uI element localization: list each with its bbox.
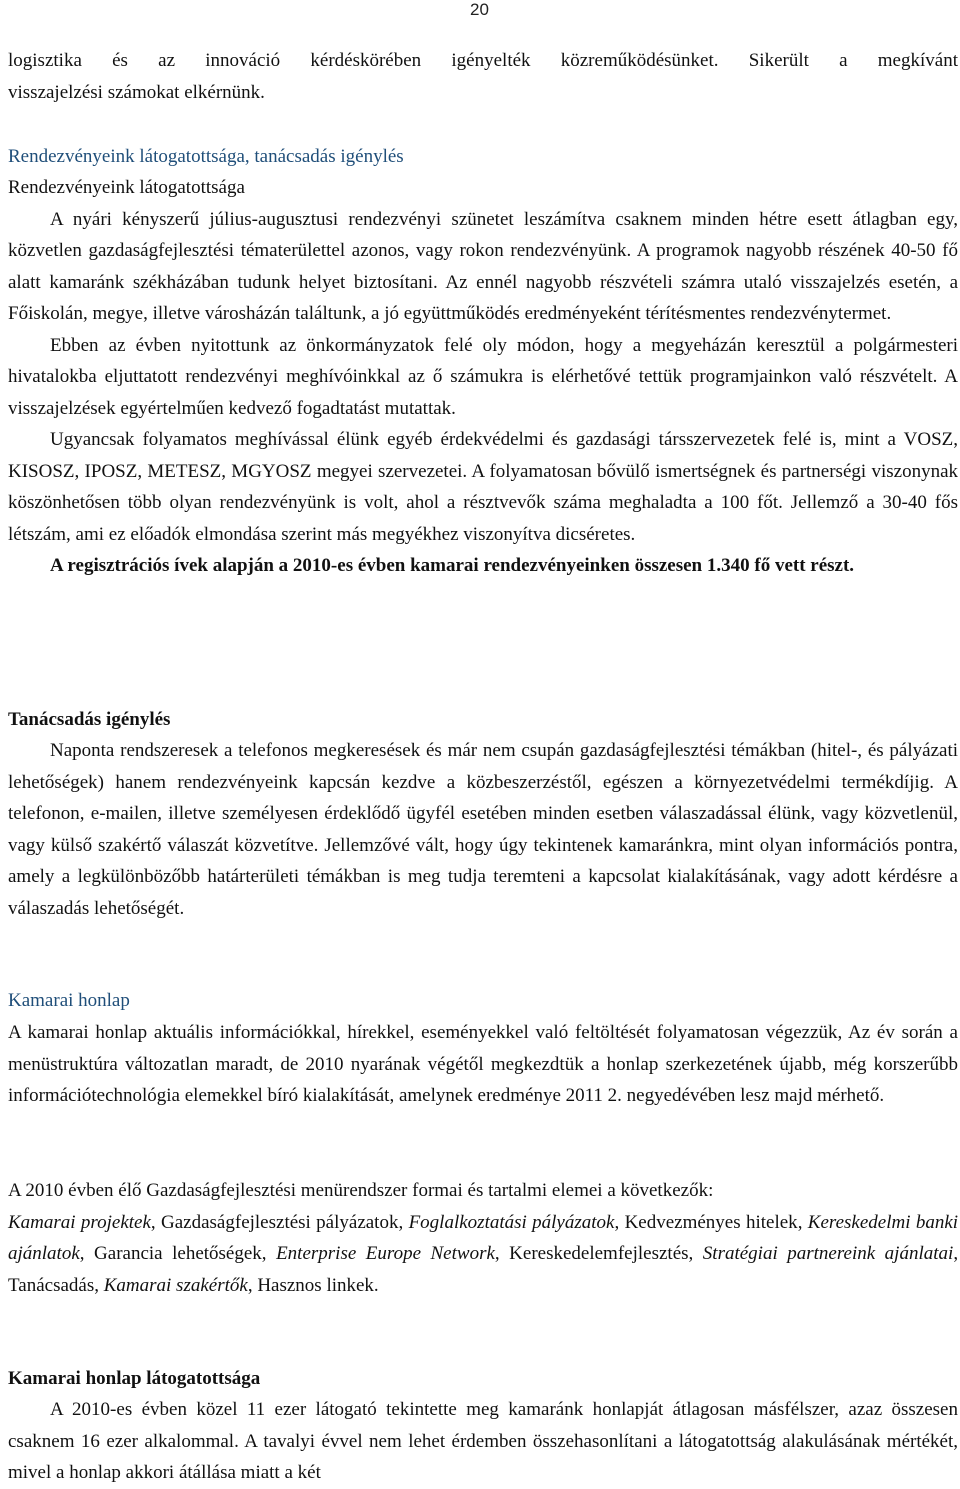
- website-traffic-paragraph: A 2010-es évben közel 11 ezer látogató tekintette meg kamaránk honlapját átlagosan másfélszer, azaz összesen csaknem 16 ezer alkalommal. A tavalyi évvel nem lehet érdemben összehasonlítani a látogatottság alakulásának mértékét, mivel a honlap akkori átállása miatt a két: [8, 1399, 958, 1483]
- website-menu-item: Kereskedelmi banki ajánlatok: [8, 1211, 959, 1264]
- website-menu-block: [8, 1175, 958, 1301]
- section-website-traffic-body: [8, 1394, 958, 1489]
- website-menu-item: Enterprise Europe Network: [276, 1243, 495, 1264]
- website-menu-item: Foglalkoztatási pályázatok: [408, 1211, 615, 1233]
- events-paragraph-3: Ugyancsak folyamatos meghívással élünk egyéb érdekvédelmi és gazdasági társszervezetek felé is, mint a VOSZ, KISOSZ, IPOSZ, METESZ, MGYOSZ megyei szervezetei. A folyamatosan bővülő ismertségnek és partnerségi viszonynak köszönhetősen több olyan rendezvényünk is volt, ahol a résztvevők száma meghaladta a 100 főt. Jellemző a 30-40 fős létszám, ami ez előadók elmondása szerint más megyékhez viszonyítva dicséretes.: [8, 429, 958, 545]
- consulting-paragraph: Naponta rendszeresek a telefonos megkeresések és már nem csupán gazdaságfejlesztési témákban (hitel-, és pályázati lehetőségek) hanem rendezvényeink kapcsán kezdve a közbeszerzéstől, egészen a környezetvédelmi termékdíjig. A telefonon, e-mailen, illetve személyesen érdeklődő ügyfél esetében minden esetben válaszadással élünk, vagy közvetlenül, vagy külső szakértő válaszát közvetítve. Jellemzővé vált, hogy úgy tekintenek kamaránkra, mint olyan információs pontra, amely a legkülönbözőbb határterületi témákban is meg tudja teremteni a kapcsolat kialakításának, vagy adott kérdésre a válaszadás lehetőségét.: [8, 740, 958, 919]
- section-heading-website: Kamarai honlap: [8, 990, 130, 1011]
- website-menu-item: Kamarai szakértők: [103, 1274, 248, 1296]
- website-menu-item: Garancia lehetőségek: [94, 1243, 262, 1264]
- section-heading-consulting: Tanácsadás igénylés: [8, 709, 171, 730]
- website-menu-item: Tanácsadás: [8, 1274, 95, 1296]
- events-paragraph-2: Ebben az évben nyitottunk az önkormányzatok felé oly módon, hogy a megyeházán keresztül a polgármesteri hivatalokba eljuttatott rendezvényi meghívóinkkal az ő számukra is elérhetővé tettük programjainkon való részvételt. A visszajelzések egyértelműen kedvező fogadtatást mutattak.: [8, 334, 958, 419]
- website-paragraph-1: A kamarai honlap aktuális információkkal, hírekkel, eseményekkel való feltöltését folyamatosan végezzük, Az év során a menüstruktúra változatlan maradt, de 2010 nyarának végétől megkezdtük a honlap szerkezetének újabb, még korszerűbb információtechnológia elemekkel bíró kialakítását, amelynek eredménye 2011 2. negyedévében lesz majd mérhető.: [8, 1022, 958, 1106]
- section-heading-events: Rendezvényeink látogatottsága, tanácsadás igénylés: [8, 146, 404, 167]
- website-menu-intro: A 2010 évben élő Gazdaságfejlesztési menürendszer formai és tartalmi elemei a következők:: [8, 1180, 714, 1201]
- subheading-events-attendance: Rendezvényeink látogatottsága: [8, 177, 245, 198]
- website-menu-item: Kereskedelemfejlesztés: [509, 1243, 689, 1264]
- page-number: 20: [470, 0, 489, 19]
- section-events-body: [8, 172, 958, 582]
- website-menu-item: Gazdaságfejlesztési pályázatok: [161, 1211, 399, 1233]
- events-paragraph-1: A nyári kényszerű július-augusztusi rendezvényi szünetet leszámítva csaknem minden hétre esett átlagban egy, közvetlen gazdaságfejlesztési tématerülettel azonos, vagy rokon rendezvényünk. A programok nagyobb részének 40-50 fő alatt kamaránk székházában tudunk helyet biztosítani. Az ennél nagyobb részvételi számra utaló visszajelzés esetén, a Főiskolán, megye, illetve városházán találtunk, a jó együttműködés eredményeként térítésmentes rendezvénytermet.: [8, 208, 958, 324]
- website-menu-item: Kedvezményes hitelek: [624, 1211, 798, 1233]
- intro-paragraph: [8, 45, 958, 108]
- website-menu-item: Stratégiai partnereink ajánlatai: [702, 1243, 954, 1264]
- section-consulting-body: [8, 735, 958, 924]
- section-heading-website-traffic: Kamarai honlap látogatottsága: [8, 1368, 261, 1389]
- intro-line-1: logisztika és az innováció kérdéskörében igényelték közreműködésünket. Sikerült a megkívánt: [8, 50, 958, 71]
- events-registration-summary: A regisztrációs ívek alapján a 2010-es évben kamarai rendezvényeinken összesen 1.340 fő vett részt.: [50, 555, 855, 576]
- website-menu-list: Kamarai projektek, Gazdaságfejlesztési pályázatok, Foglalkoztatási pályázatok, Kedvezményes hitelek, Kereskedelmi banki ajánlatok, Garancia lehetőségek, Enterprise Europe Network, Kereskedelemfejlesztés, Stratégiai partnereink ajánlatai, Tanácsadás, Kamarai szakértők, Hasznos linkek.: [8, 1211, 959, 1296]
- section-website-body: [8, 1017, 958, 1112]
- website-menu-item: Kamarai projektek: [8, 1211, 151, 1233]
- intro-line-2: visszajelzési számokat elkérnünk.: [8, 81, 265, 103]
- website-menu-item: Hasznos linkek.: [257, 1274, 379, 1296]
